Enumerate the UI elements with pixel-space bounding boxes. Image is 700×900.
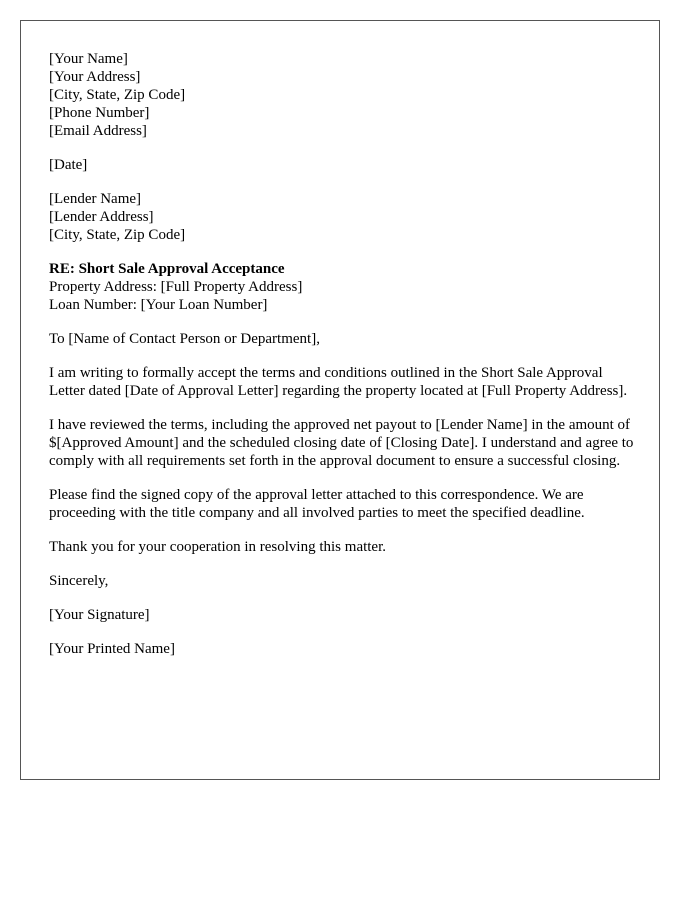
body-paragraph-3: Please find the signed copy of the approval letter attached to this correspondence. We are proceeding with the title company and all involved parties to meet the specified deadline. xyxy=(49,487,585,521)
signature-placeholder: [Your Signature] xyxy=(49,607,150,623)
sender-block xyxy=(49,50,639,140)
sender-address: [Your Address] xyxy=(49,69,141,85)
recipient-name: [Lender Name] xyxy=(49,191,142,207)
body-paragraph-4: Thank you for your cooperation in resolving this matter. xyxy=(49,539,387,555)
property-address-line: Property Address: [Full Property Address] xyxy=(49,279,303,295)
sender-email: [Email Address] xyxy=(49,123,147,139)
letter-page xyxy=(20,20,660,780)
subject-line: RE: Short Sale Approval Acceptance xyxy=(49,261,285,277)
body-paragraph-1: I am writing to formally accept the terms and conditions outlined in the Short Sale Approval Letter dated [Date of Approval Letter] regarding the property located at [Full Property Address]. xyxy=(49,365,628,399)
salutation: To [Name of Contact Person or Department], xyxy=(49,331,320,347)
recipient-address: [Lender Address] xyxy=(49,209,154,225)
recipient-block xyxy=(49,190,639,244)
body-paragraph-2: I have reviewed the terms, including the approved net payout to [Lender Name] in the amount of $[Approved Amount] and the scheduled closing date of [Closing Date]. I understand and agree to comply with all requirements set forth in the approval document to ensure a successful closing. xyxy=(49,417,634,469)
sender-name: [Your Name] xyxy=(49,51,128,67)
closing: Sincerely, xyxy=(49,573,109,589)
letter-content xyxy=(49,50,639,674)
letter-date: [Date] xyxy=(49,157,88,173)
loan-number-line: Loan Number: [Your Loan Number] xyxy=(49,297,268,313)
printed-name-placeholder: [Your Printed Name] xyxy=(49,641,175,657)
recipient-city-state-zip: [City, State, Zip Code] xyxy=(49,227,186,243)
reference-block xyxy=(49,260,639,314)
sender-city-state-zip: [City, State, Zip Code] xyxy=(49,87,186,103)
date-block xyxy=(49,156,639,174)
sender-phone: [Phone Number] xyxy=(49,105,150,121)
